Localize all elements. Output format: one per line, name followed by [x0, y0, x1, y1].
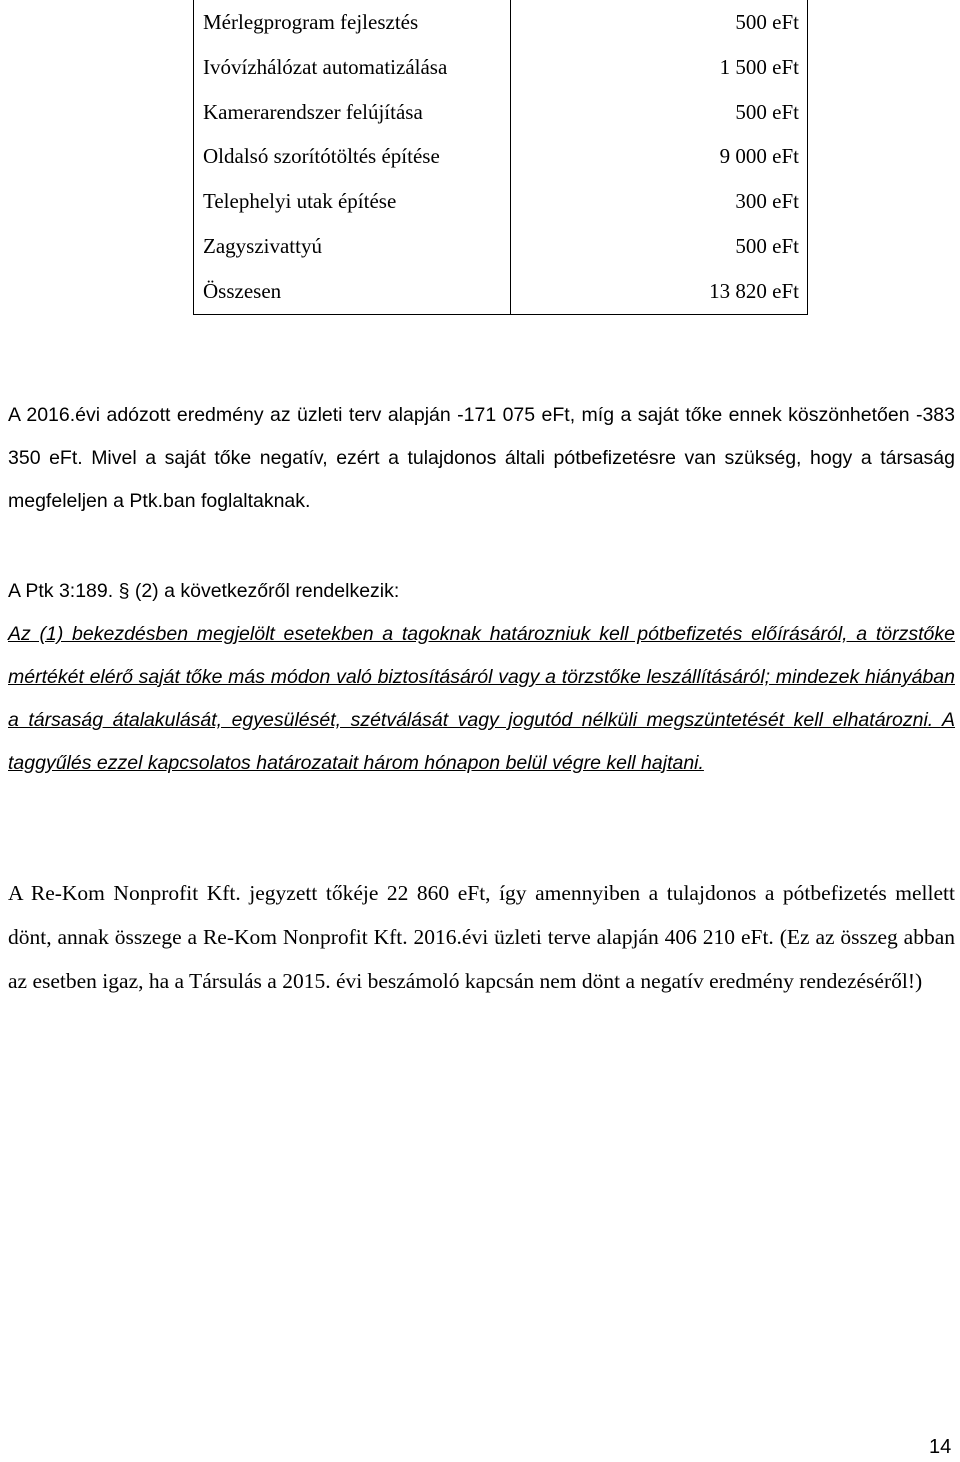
page-number: 14	[929, 1436, 952, 1458]
table-row	[194, 0, 808, 45]
table-cell-item: Telephelyi utak építése	[194, 179, 511, 224]
table-cell-item: Összesen	[194, 269, 511, 314]
table-cell-amount: 300 eFt	[735, 189, 799, 214]
table-cell-amount: 1 500 eFt	[719, 54, 799, 79]
table-row	[194, 179, 808, 224]
ptk-reference: A Ptk 3:189. § (2) a következőről rendelkezik:	[8, 580, 400, 602]
table-cell-amount: 500 eFt	[735, 99, 799, 124]
table-cell-item: Kamerarendszer felújítása	[194, 90, 511, 135]
table-row	[194, 224, 808, 269]
table-cell-amount: 13 820 eFt	[709, 279, 799, 304]
table-cell-item: Ivóvízhálózat automatizálása	[194, 45, 511, 90]
table-cell-amount: 500 eFt	[735, 9, 799, 34]
result-2016-paragraph: A 2016.évi adózott eredmény az üzleti terv alapján -171 075 eFt, míg a saját tőke ennek köszönhetően -383 350 eFt. Mivel a saját tőke negatív, ezért a tulajdonos általi pótbefizetésre van szükség, hogy a társaság megfeleljen a Ptk.ban foglaltaknak.	[8, 404, 955, 512]
table-cell-item: Zagyszivattyú	[194, 224, 511, 269]
table-cell-amount: 9 000 eFt	[719, 144, 799, 169]
table-row	[194, 135, 808, 180]
table-row	[194, 90, 808, 135]
table-row-total	[194, 269, 808, 314]
investment-table	[193, 0, 808, 315]
table-cell-item: Oldalsó szorítótöltés építése	[194, 135, 511, 180]
table-row	[194, 45, 808, 90]
ptk-quote: Az (1) bekezdésben megjelölt esetekben a tagoknak határozniuk kell pótbefizetés előírásáról, a törzstőke mértékét elérő saját tőke más módon való biztosításáról vagy a törzstőke leszállításáról; mindezek hiányában a társaság átalakulását, egyesülését, szétválását vagy jogutód nélküli megszüntetését kell elhatározni. A taggyűlés ezzel kapcsolatos határozatait három hónapon belül végre kell hajtani.	[8, 623, 955, 774]
table-cell-amount: 500 eFt	[735, 234, 799, 259]
table-cell-item: Mérlegprogram fejlesztés	[194, 0, 511, 45]
capital-note-paragraph: A Re-Kom Nonprofit Kft. jegyzett tőkéje 22 860 eFt, így amennyiben a tulajdonos a pótbefizetés mellett dönt, annak összege a Re-Kom Nonprofit Kft. 2016.évi üzleti terve alapján 406 210 eFt. (Ez az összeg abban az esetben igaz, ha a Társulás a 2015. évi beszámoló kapcsán nem dönt a negatív eredmény rendezéséről!)	[8, 881, 955, 993]
